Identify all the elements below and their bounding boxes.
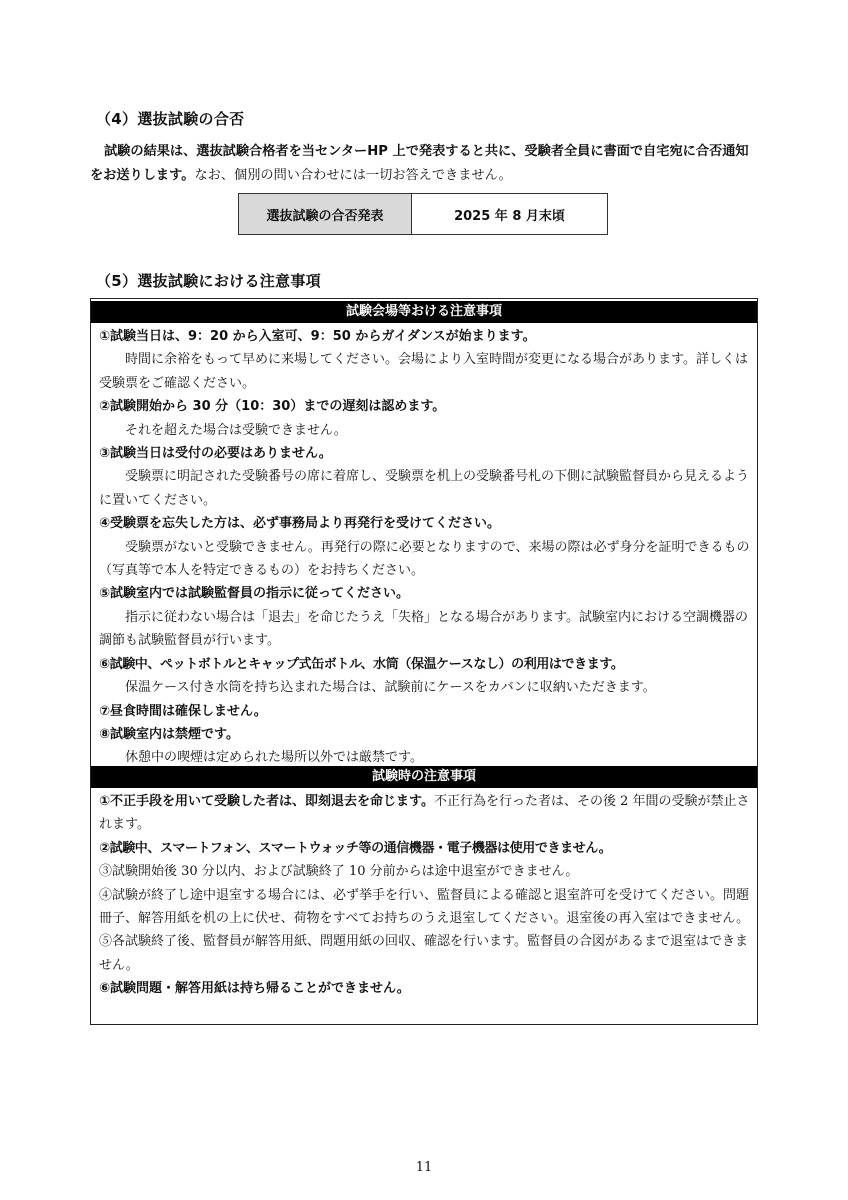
venue-item-3-head: ③試験当日は受付の必要はありません。 (99, 446, 332, 462)
venue-item-2-body: それを超えた場合は受験できません。 (125, 422, 347, 438)
announcement-date: 2025 年 8 月末頃 (454, 208, 565, 224)
venue-item-8-body: 休憩中の喫煙は定められた場所以外では厳禁です。 (125, 750, 423, 766)
result-notice-rest: なお、個別の問い合わせには一切お答えできません。 (194, 168, 512, 183)
notes-box (90, 298, 758, 1025)
exam-notes (99, 790, 751, 1001)
venue-item-4-body: 受験票がないと受験できません。再発行の際に必要となりますので、来場の際は必ず身分を証明できるもの（写真等で本人を特定できるもの）をお持ちください。 (99, 539, 750, 579)
section-4-title: （4）選抜試験の合否 (96, 110, 245, 128)
exam-notes-header: 試験時の注意事項 (91, 766, 757, 788)
venue-item-4-head: ④受験票を忘失した方は、必ず事務局より再発行を受けてください。 (99, 516, 501, 532)
exam-item-5: ⑤各試験終了後、監督員が解答用紙、問題用紙の回収、確認を行います。監督員の合図があるまで退室はできません。 (99, 934, 748, 973)
venue-item-6-head: ⑥試験中、ペットボトルとキャップ式缶ボトル、水筒（保温ケースなし）の利用はできます。 (99, 656, 624, 672)
exam-item-4: ④試験が終了し途中退室する場合には、必ず挙手を行い、監督員による確認と退室許可を受けてください。問題冊子、解答用紙を机の上に伏せ、荷物をすべてお持ちのうえ退室してください。退室後の再入室はできません。 (99, 887, 750, 927)
page-number: 11 (415, 1160, 433, 1175)
section-4-paragraph (90, 140, 758, 188)
venue-item-3-body: 受験票に明記された受験番号の席に着席し、受験票を机上の受験番号札の下側に試験監督員から見えるように置いてください。 (99, 469, 750, 508)
result-notice-bold: 試験の結果は、選抜試験合格者を当センターHP 上で発表すると共に、受験者全員に書面で自宅宛に合否通知をお送りします。 (90, 144, 749, 183)
exam-item-1 (99, 790, 751, 837)
exam-item-1-bold: ①不正手段を用いて受験した者は、即刻退去を命じます。 (99, 794, 434, 809)
venue-item-2-head: ②試験開始から 30 分（10：30）までの遅刻は認めます。 (99, 399, 446, 415)
venue-item-5-head: ⑤試験室内では試験監督員の指示に従ってください。 (99, 586, 410, 602)
venue-item-8-head: ⑧試験室内は禁煙です。 (99, 726, 239, 742)
venue-item-1-body: 時間に余裕をもって早めに来場してください。会場により入室時間が変更になる場合があります。詳しくは受験票をご確認ください。 (99, 352, 748, 391)
exam-item-1-rest: 不正行為を行った者は、その後 2 年間の受験が禁止されます。 (99, 794, 750, 833)
venue-notes-header: 試験会場等おける注意事項 (91, 301, 757, 323)
venue-item-6-body: 保温ケース付き水筒を持ち込まれた場合は、試験前にケースをカバンに収納いただきます。 (125, 680, 656, 696)
venue-notes (99, 325, 751, 770)
announcement-table (238, 193, 608, 235)
exam-item-2: ②試験中、スマートフォン、スマートウォッチ等の通信機器・電子機器は使用できません。 (99, 840, 612, 856)
announcement-label: 選抜試験の合否発表 (239, 194, 412, 234)
exam-item-3: ③試験開始後 30 分以内、および試験終了 10 分前からは途中退室ができません。 (99, 864, 579, 880)
venue-item-7-head: ⑦昼食時間は確保しません。 (99, 703, 267, 719)
venue-item-1-head: ①試験当日は、9：20 から入室可、9：50 からガイダンスが始まります。 (99, 329, 536, 344)
venue-item-5-body: 指示に従わない場合は「退去」を命じたうえ「失格」となる場合があります。試験室内における空調機器の調節も試験監督員が行います。 (99, 609, 748, 649)
section-5-title: （5）選抜試験における注意事項 (96, 272, 321, 290)
exam-item-6: ⑥試験問題・解答用紙は持ち帰ることができません。 (99, 981, 410, 997)
